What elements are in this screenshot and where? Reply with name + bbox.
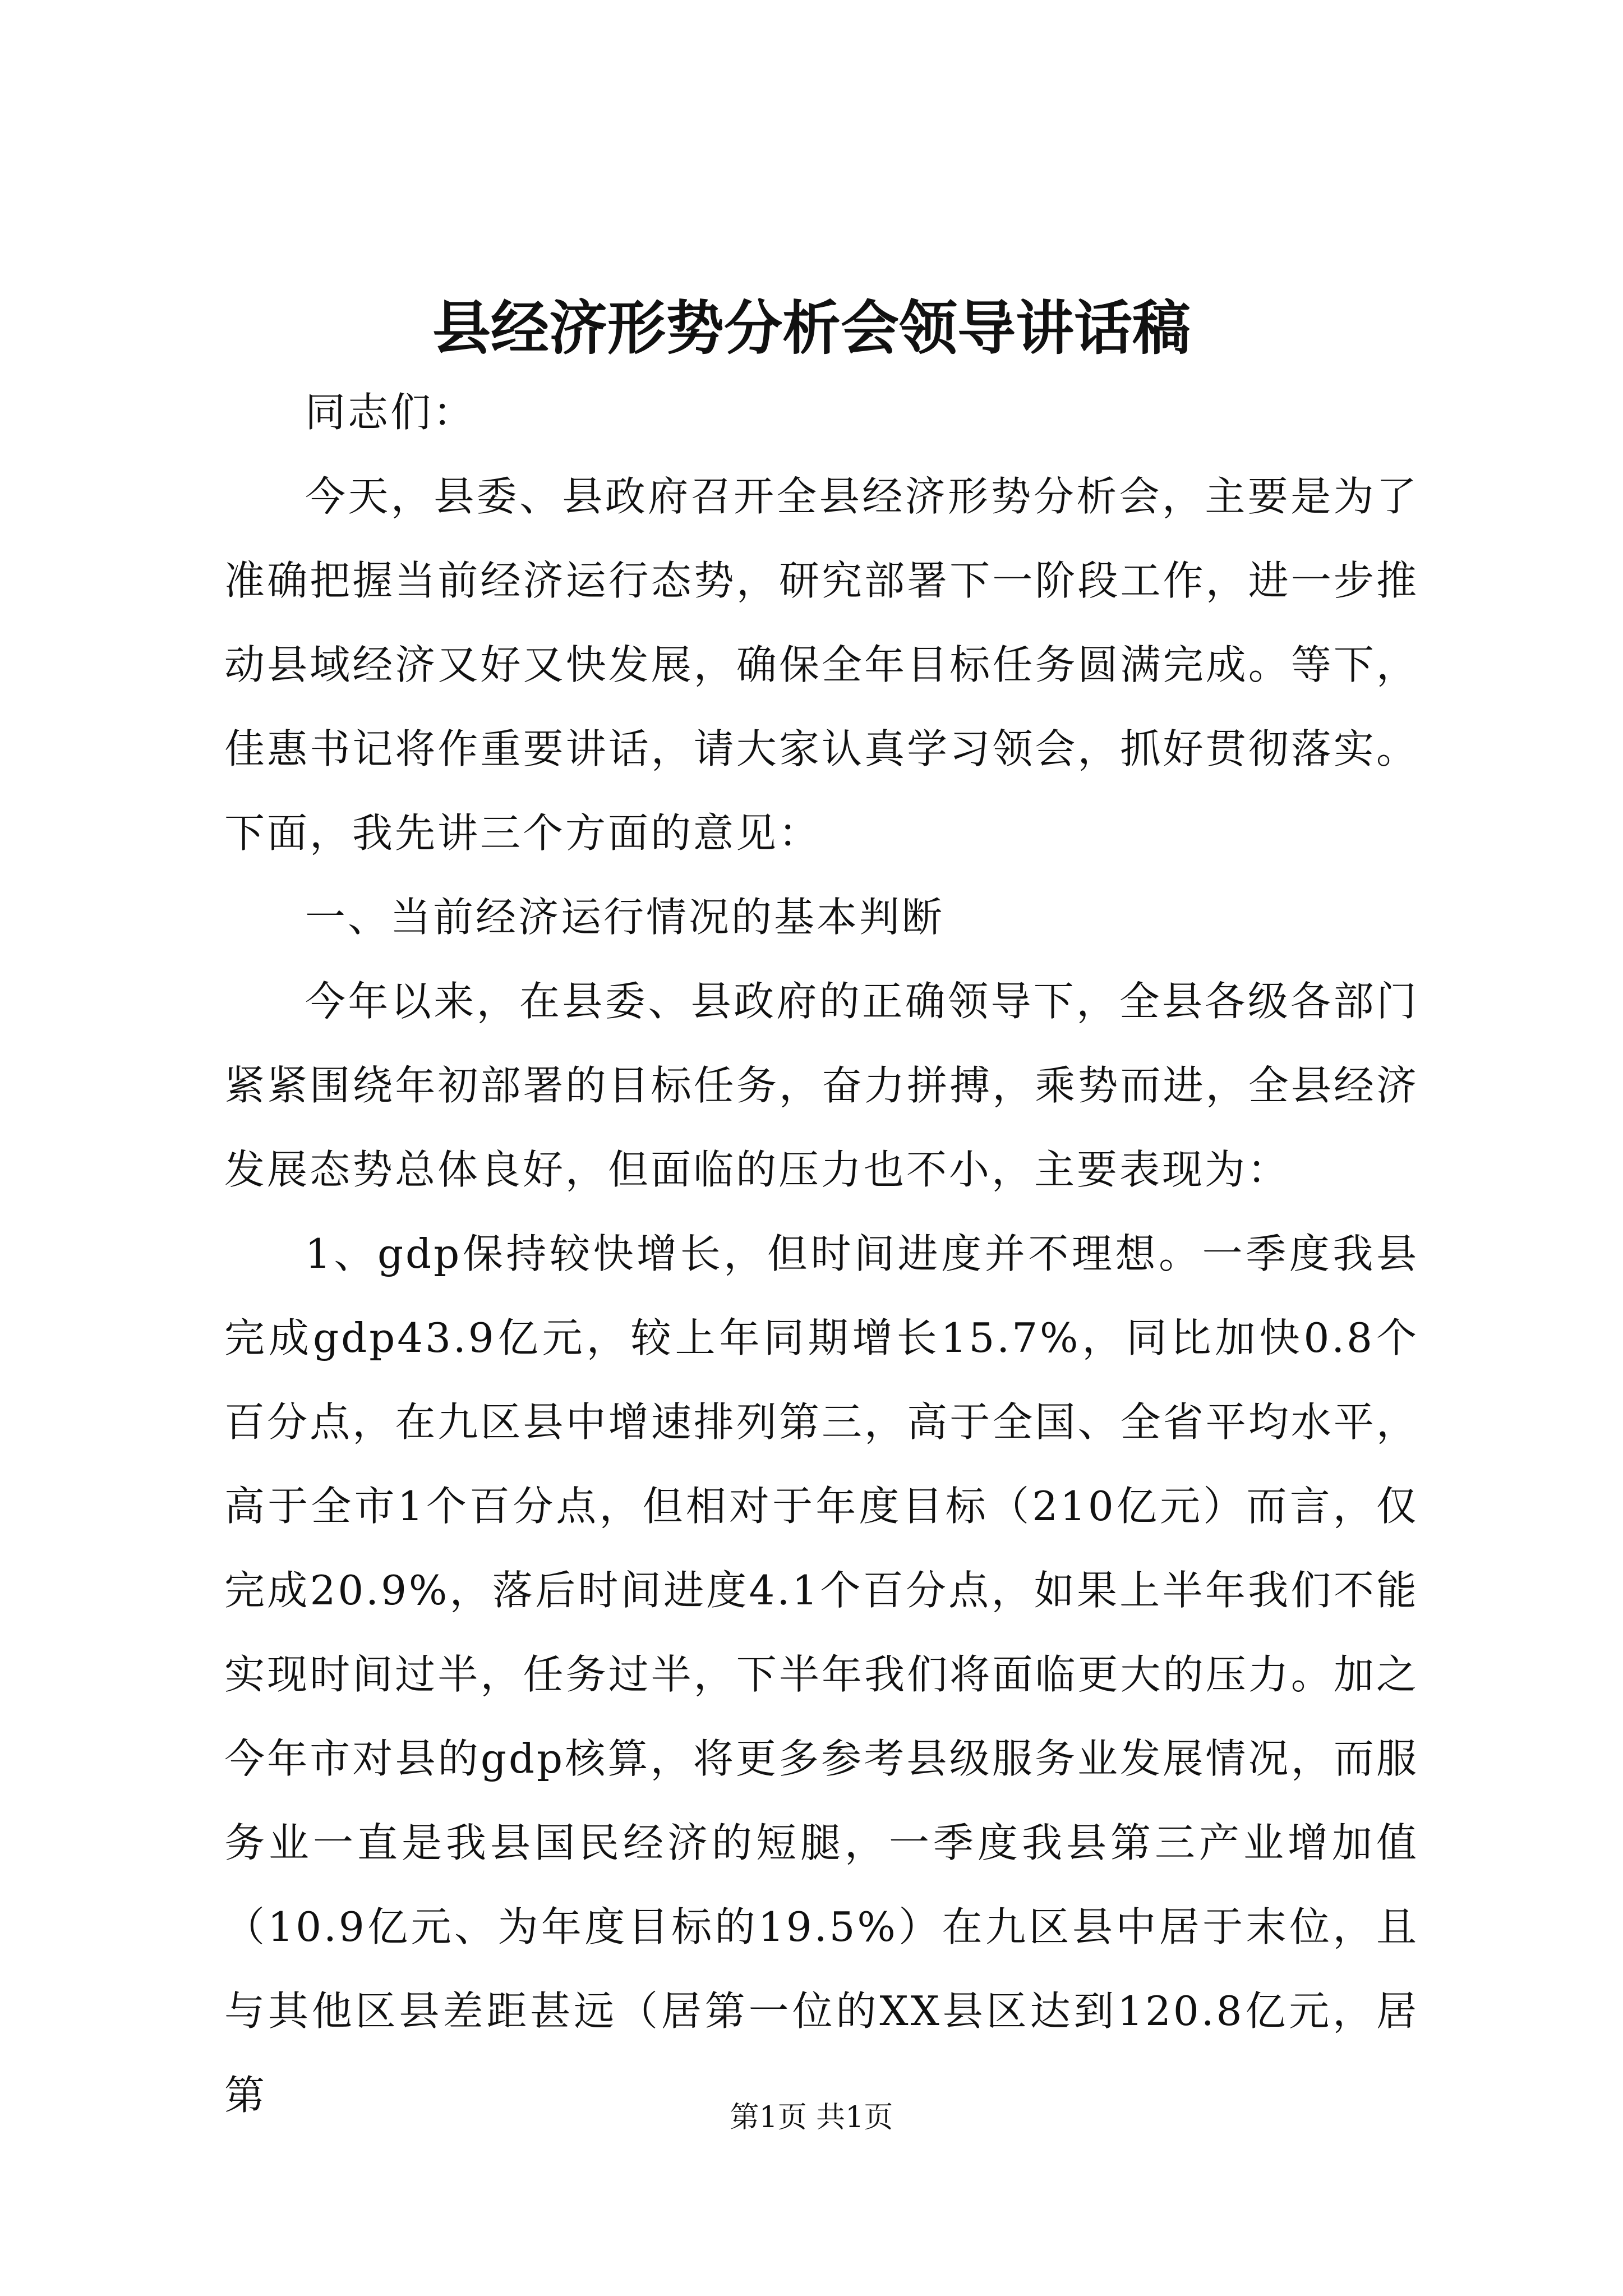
page-footer: 第1页 共1页 <box>730 2101 893 2134</box>
intro-paragraph: 今天，县委、县政府召开全县经济形势分析会，主要是为了准确把握当前经济运行态势，研究部署下一阶段工作，进一步推动县域经济又好又快发展，确保全年目标任务圆满完成。等下，佳惠书记将作重要讲话，请大家认真学习领会，抓好贯彻落实。下面，我先讲三个方面的意见： <box>224 473 1419 857</box>
salutation-paragraph: 同志们： <box>305 389 476 436</box>
gdp-paragraph: 1、gdp保持较快增长，但时间进度并不理想。一季度我县完成gdp43.9亿元，较上年同期增长15.7%，同比加快0.8个百分点，在九区县中增速排列第三，高于全国、全省平均水平，高于全市1个百分点，但相对于年度目标（210亿元）而言，仅完成20.9%，落后时间进度4.1个百分点，如果上半年我们不能实现时间过半，任务过半，下半年我们将面临更大的压力。加之今年市对县的gdp核算，将更多参考县级服务业发展情况，而服务业一直是我县国民经济的短腿，一季度我县第三产业增加值（10.9亿元、为年度目标的19.5%）在九区县中居于末位，且与其他区县差距甚远（居第一位的XX县区达到120.8亿元，居第 <box>224 1230 1419 2119</box>
section-heading: 一、当前经济运行情况的基本判断 <box>305 894 945 941</box>
document-body <box>224 370 1419 2137</box>
overview-paragraph: 今年以来，在县委、县政府的正确领导下，全县各级各部门紧紧围绕年初部署的目标任务，奋力拼搏，乘势而进，全县经济发展态势总体良好，但面临的压力也不小，主要表现为： <box>224 978 1419 1193</box>
document-title: 县经济形势分析会领导讲话稿 <box>432 293 1191 362</box>
